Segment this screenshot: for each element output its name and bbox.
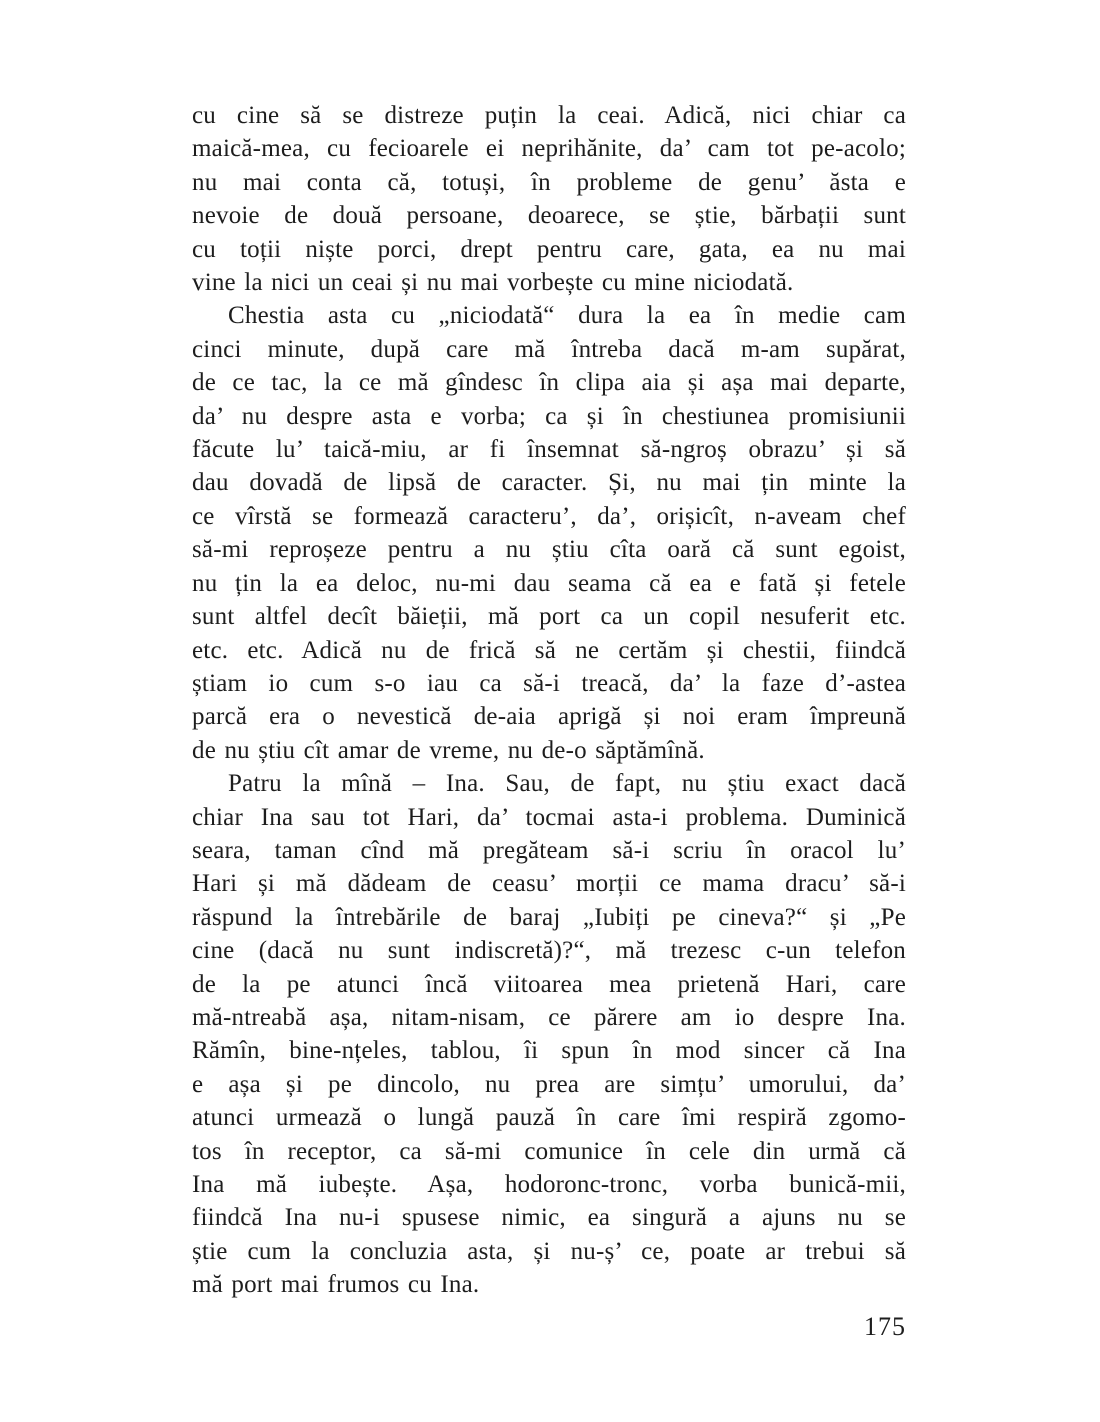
text-line: să-mi reproșeze pentru a nu știu cîta oară că sunt egoist, <box>192 536 906 564</box>
text-line: cine (dacă nu sunt indiscretă)?“, mă trezesc c-un telefon <box>192 937 906 965</box>
text-line: sunt altfel decît băieții, mă port ca un copil nesuferit etc. <box>192 603 906 631</box>
text-line: răspund la întrebările de baraj „Iubiți pe cineva?“ și „Pe <box>192 903 906 931</box>
text-line: făcute lu’ taică-miu, ar fi însemnat să-ngroș obrazu’ și să <box>192 436 906 464</box>
text-line: da’ nu despre asta e vorba; ca și în chestiunea promisiunii <box>192 402 906 430</box>
text-line: Patru la mînă – Ina. Sau, de fapt, nu știu exact dacă <box>228 770 906 798</box>
text-line: ce vîrstă se formează caracteru’, da’, orișicît, n-aveam chef <box>192 502 906 530</box>
text-line: vine la nici un ceai și nu mai vorbește cu mine niciodată. <box>192 269 794 297</box>
paragraph <box>192 767 906 1302</box>
text-line: tos în receptor, ca să-mi comunice în cele din urmă că <box>192 1137 906 1165</box>
text-line: mă-ntreabă așa, nitam-nisam, ce părere am io despre Ina. <box>192 1003 906 1031</box>
text-line: etc. etc. Adică nu de frică să ne certăm și chestii, fiindcă <box>192 636 906 664</box>
text-line: de la pe atunci încă viitoarea mea prietenă Hari, care <box>192 970 906 998</box>
text-line: seara, taman cînd mă pregăteam să-i scriu în oracol lu’ <box>192 836 906 864</box>
text-line: de ce tac, la ce mă gîndesc în clipa aia și așa mai departe, <box>192 369 906 397</box>
text-line: nu mai conta că, totuși, în probleme de genu’ ăsta e <box>192 168 906 196</box>
text-line: cu toții niște porci, drept pentru care, gata, ea nu mai <box>192 235 906 263</box>
text-line: maică-mea, cu fecioarele ei neprihănite, da’ cam tot pe-acolo; <box>192 135 906 163</box>
text-line: știe cum la concluzia asta, și nu-ș’ ce, poate ar trebui să <box>192 1237 906 1265</box>
text-line: parcă era o nevestică de-aia aprigă și noi eram împreună <box>192 703 906 731</box>
paragraph <box>192 99 906 299</box>
text-line: chiar Ina sau tot Hari, da’ tocmai asta-i problema. Duminică <box>192 803 906 831</box>
text-line: nu țin la ea deloc, nu-mi dau seama că ea e fată și fetele <box>192 569 906 597</box>
text-line: dau dovadă de lipsă de caracter. Și, nu mai țin minte la <box>192 469 906 497</box>
paragraph <box>192 299 906 767</box>
page-number: 175 <box>864 1312 906 1341</box>
text-line: știam io cum s-o iau ca să-i treacă, da’ la faze d’-astea <box>192 669 906 697</box>
body-text <box>192 99 906 1302</box>
text-line: mă port mai frumos cu Ina. <box>192 1271 480 1299</box>
text-line: Ina mă iubește. Așa, hodoronc-tronc, vorba bunică-mii, <box>192 1171 906 1198</box>
text-line: Hari și mă dădeam de ceasu’ morții ce mama dracu’ să-i <box>192 870 906 898</box>
text-line: fiindcă Ina nu-i spusese nimic, ea singură a ajuns nu se <box>192 1204 906 1232</box>
text-line: atunci urmează o lungă pauză în care îmi respiră zgomo- <box>192 1104 906 1132</box>
text-line: cu cine să se distreze puțin la ceai. Adică, nici chiar ca <box>192 102 906 129</box>
text-line: nevoie de două persoane, deoarece, se știe, bărbații sunt <box>192 202 906 230</box>
text-line: Chestia asta cu „niciodată“ dura la ea în medie cam <box>228 302 906 330</box>
text-line: cinci minute, după care mă întreba dacă m-am supărat, <box>192 335 906 363</box>
text-line: Rămîn, bine-nțeles, tablou, îi spun în mod sincer că Ina <box>192 1037 906 1065</box>
text-line: e așa și pe dincolo, nu prea are simțu’ umorului, da’ <box>192 1070 906 1098</box>
text-line: de nu știu cît amar de vreme, nu de-o săptămînă. <box>192 736 705 764</box>
